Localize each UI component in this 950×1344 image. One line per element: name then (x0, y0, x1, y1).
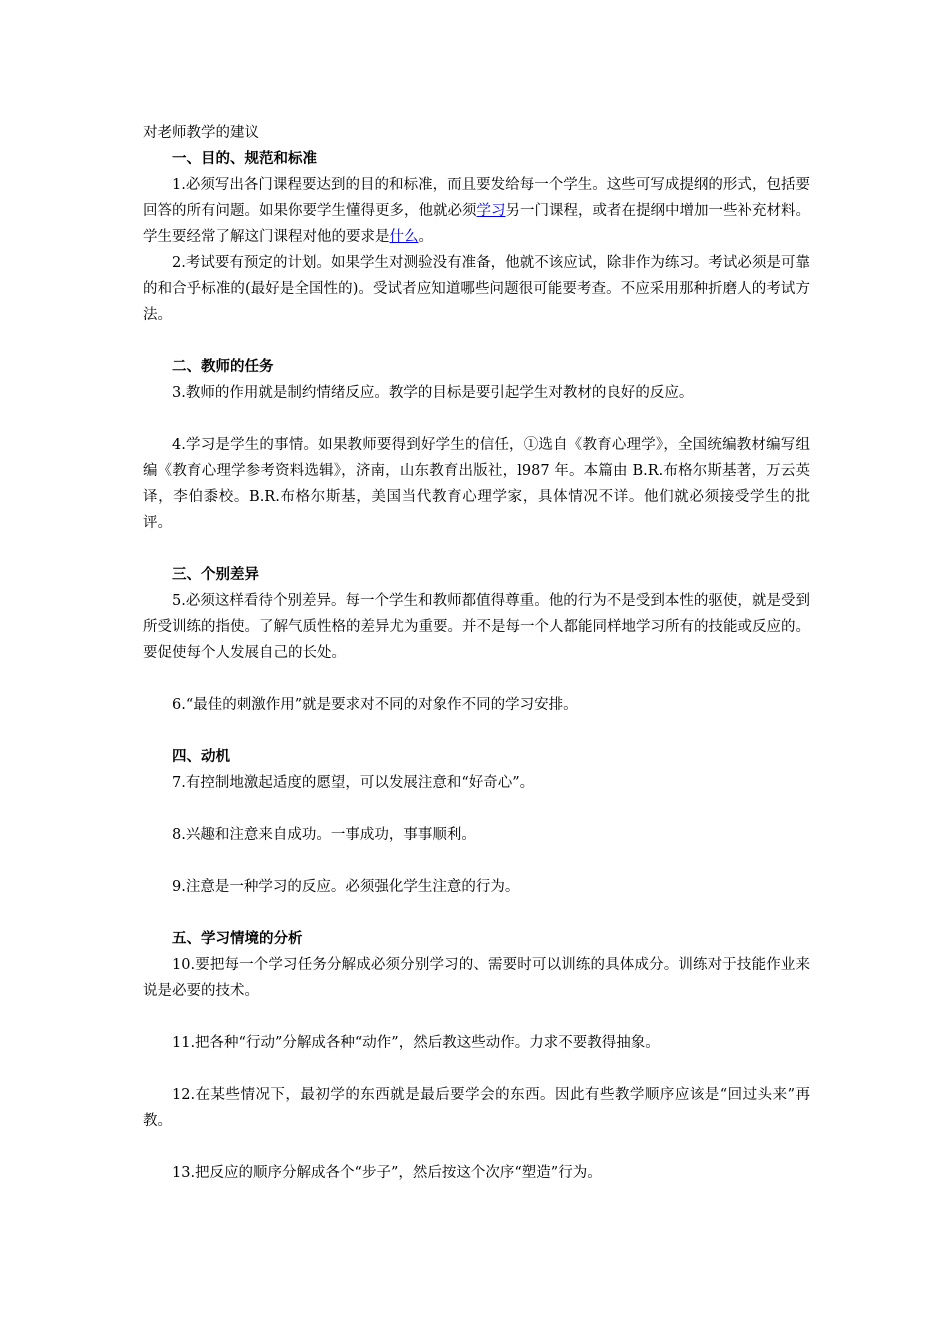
paragraph-11: 11.把各种“行动”分解成各种“动作”，然后教这些动作。力求不要教得抽象。 (172, 1035, 660, 1051)
section-heading-goals: 一、目的、规范和标准 (172, 151, 317, 167)
paragraph-7: 7.有控制地激起适度的愿望，可以发展注意和“好奇心”。 (172, 775, 535, 791)
paragraph-10: 10.要把每一个学习任务分解成必须分别学习的、需要时可以训练的具体成分。训练对于技能作业来说是必要的技术。 (143, 957, 810, 999)
spacer (143, 1004, 810, 1030)
paragraph-12: 12.在某些情况下，最初学的东西就是最后要学会的东西。因此有些教学顺序应该是“回过头来”再教。 (143, 1087, 810, 1129)
spacer (143, 900, 810, 926)
spacer (143, 536, 810, 562)
spacer (143, 406, 810, 432)
spacer (143, 1056, 810, 1082)
paragraph-3: 3.教师的作用就是制约情绪反应。教学的目标是要引起学生对教材的良好的反应。 (172, 385, 694, 401)
document-title: 对老师教学的建议 (143, 125, 259, 141)
spacer (143, 796, 810, 822)
paragraph-1-text-c: 。 (418, 229, 433, 245)
spacer (143, 848, 810, 874)
section-heading-teacher-task: 二、教师的任务 (172, 359, 274, 375)
section-heading-motivation: 四、动机 (172, 749, 230, 765)
spacer (143, 718, 810, 744)
section-heading-individual-differences: 三、个别差异 (172, 567, 259, 583)
link-study[interactable]: 学习 (476, 203, 506, 219)
link-what[interactable]: 什么 (389, 229, 419, 245)
paragraph-6: 6.“最佳的刺激作用”就是要求对不同的对象作不同的学习安排。 (172, 697, 578, 713)
section-heading-learning-situation: 五、学习情境的分析 (172, 931, 303, 947)
spacer (143, 666, 810, 692)
paragraph-8: 8.兴趣和注意来自成功。一事成功，事事顺利。 (172, 827, 476, 843)
paragraph-5: 5.必须这样看待个别差异。每一个学生和教师都值得尊重。他的行为不是受到本性的驱使，就是受到所受训练的指使。了解气质性格的差异尤为重要。并不是每一个人都能同样地学习所有的技能或反应的。要促使每个人发展自己的长处。 (143, 593, 810, 661)
spacer (143, 328, 810, 354)
paragraph-1-text-b: 另一门课程，或者在提纲中增加一些补充材料。学生要经常了解这门课程对他的要求是 (143, 203, 810, 245)
paragraph-9: 9.注意是一种学习的反应。必须强化学生注意的行为。 (172, 879, 520, 895)
paragraph-1 (143, 172, 810, 250)
paragraph-2: 2.考试要有预定的计划。如果学生对测验没有准备，他就不该应试，除非作为练习。考试必须是可靠的和合乎标准的(最好是全国性的)。受试者应知道哪些问题很可能要考查。不应采用那种折磨人的考试方法。 (143, 255, 810, 323)
paragraph-13: 13.把反应的顺序分解成各个“步子”，然后按这个次序“塑造”行为。 (172, 1165, 602, 1181)
paragraph-1-text-a: 1.必须写出各门课程要达到的目的和标准，而且要发给每一个学生。这些可写成提纲的形式，包括要回答的所有问题。如果你要学生懂得更多，他就必须 (143, 177, 810, 219)
spacer (143, 1134, 810, 1160)
document-page (143, 120, 810, 1186)
paragraph-4: 4.学习是学生的事情。如果教师要得到好学生的信任，①选自《教育心理学》，全国统编教材编写组编《教育心理学参考资料选辑》，济南，山东教育出版社，l987 年。本篇由 B.R.布格尔斯基著，万云英译，李伯黍校。B.R.布格尔斯基，美国当代教育心理学家，具体情况不详。他们就必须接受学生的批评。 (143, 437, 810, 531)
